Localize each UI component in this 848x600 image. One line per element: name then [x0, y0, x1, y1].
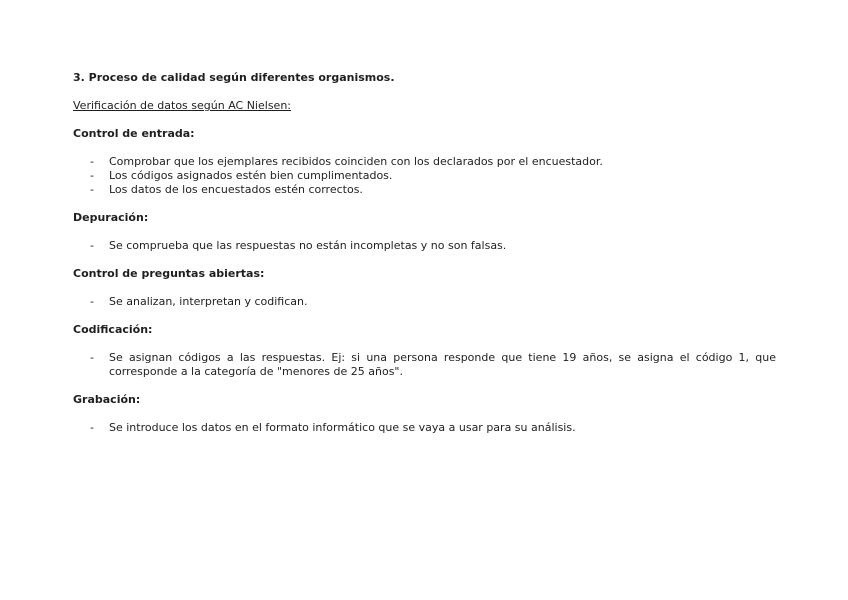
- bullet-dash: -: [90, 183, 94, 196]
- list-item-text: Se introduce los datos en el formato informático que se vaya a usar para su análisis.: [109, 421, 576, 434]
- section-heading: Depuración:: [73, 211, 149, 224]
- list-item: [73, 155, 776, 169]
- list-item: [73, 183, 776, 197]
- list-item-text: Comprobar que los ejemplares recibidos coinciden con los declarados por el encuestador.: [109, 155, 603, 168]
- section-heading: Grabación:: [73, 393, 141, 406]
- list-item-text: Los datos de los encuestados estén correctos.: [109, 183, 363, 196]
- section-depuracion: [73, 211, 776, 253]
- bullet-list: [73, 155, 776, 197]
- section-heading: Codificación:: [73, 323, 153, 336]
- list-item: [73, 351, 776, 379]
- section-heading: Control de entrada:: [73, 127, 195, 140]
- section-control-entrada: [73, 127, 776, 197]
- section-grabacion: [73, 393, 776, 435]
- bullet-dash: -: [90, 239, 94, 252]
- list-item-text: Se analizan, interpretan y codifican.: [109, 295, 308, 308]
- bullet-dash: -: [90, 169, 94, 182]
- list-item-text: Se comprueba que las respuestas no están incompletas y no son falsas.: [109, 239, 507, 252]
- bullet-list: [73, 239, 776, 253]
- document-subtitle: Verificación de datos según AC Nielsen:: [73, 99, 291, 112]
- list-item: [73, 239, 776, 253]
- bullet-dash: -: [90, 421, 94, 434]
- list-item-text: Se asignan códigos a las respuestas. Ej: si una persona responde que tiene 19 años, se asigna el código 1, que corresponde a la categoría de "menores de 25 años".: [109, 351, 776, 378]
- document-page: [73, 71, 776, 449]
- section-codificacion: [73, 323, 776, 379]
- bullet-list: [73, 351, 776, 379]
- bullet-list: [73, 295, 776, 309]
- list-item: [73, 421, 776, 435]
- bullet-list: [73, 421, 776, 435]
- list-item-text: Los códigos asignados estén bien cumplimentados.: [109, 169, 393, 182]
- bullet-dash: -: [90, 351, 94, 364]
- list-item: [73, 169, 776, 183]
- bullet-dash: -: [90, 295, 94, 308]
- section-heading: Control de preguntas abiertas:: [73, 267, 265, 280]
- section-control-preguntas-abiertas: [73, 267, 776, 309]
- document-title: 3. Proceso de calidad según diferentes organismos.: [73, 71, 395, 84]
- bullet-dash: -: [90, 155, 94, 168]
- list-item: [73, 295, 776, 309]
